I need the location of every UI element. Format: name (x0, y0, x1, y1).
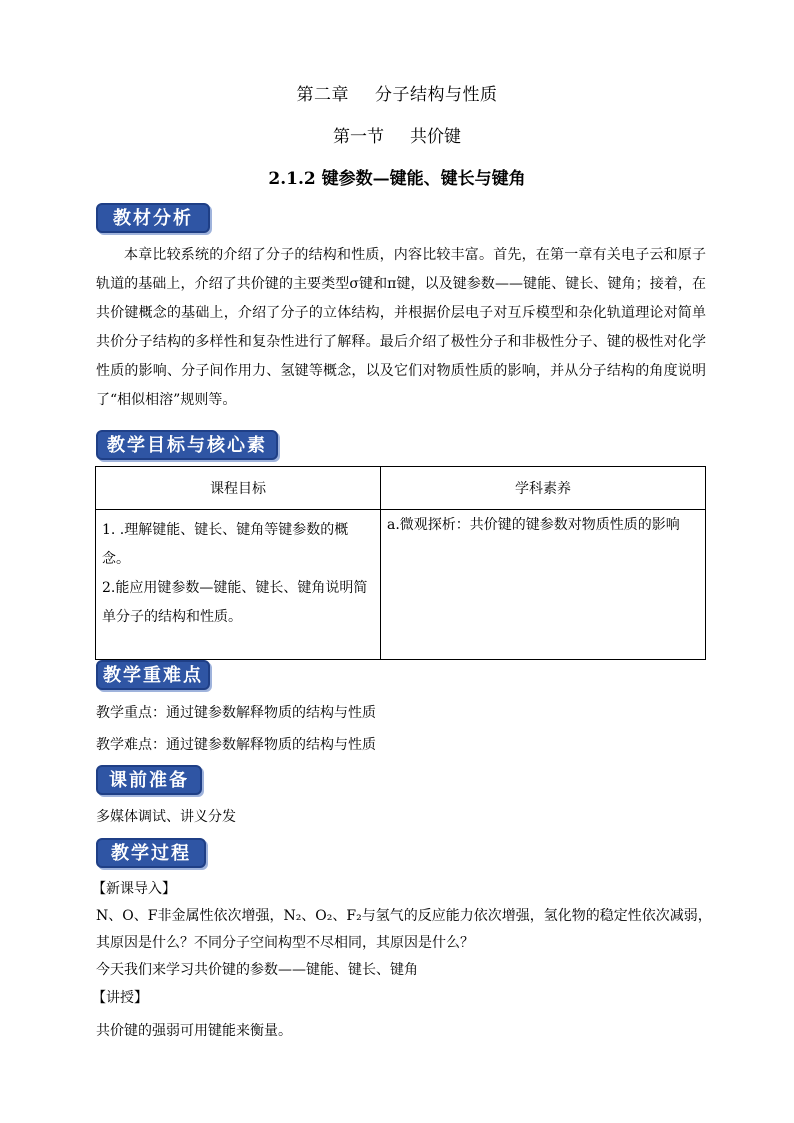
intro-line: 其原因是什么？不同分子空间构型不尽相同，其原因是什么？ (96, 935, 474, 951)
chapter-number: 第二章 (296, 85, 349, 105)
goals-table-row (96, 510, 706, 660)
section-title: 共价键 (410, 127, 461, 147)
intro-line: N、O、F非金属性依次增强，N₂、O₂、F₂与氢气的反应能力依次增强，氢化物的稳定性依次减弱， (96, 908, 712, 924)
section-number: 第一节 (333, 127, 384, 147)
header-literacy: 学科素养 (381, 467, 706, 510)
literacy-item: a.微观探析：共价键的键参数对物质性质的影响 (387, 517, 680, 533)
goals-table (95, 466, 706, 660)
intro-label: 【新课导入】 (92, 881, 176, 897)
section-heading (0, 122, 794, 147)
teaching-focus: 教学重点：通过键参数解释物质的结构与性质 (96, 705, 376, 721)
chapter-heading (0, 80, 794, 105)
teaching-difficulty: 教学难点：通过键参数解释物质的结构与性质 (96, 737, 376, 753)
literacy-cell (381, 510, 706, 660)
lesson-title: 2.1.2 键参数—键能、键长与键角 (268, 169, 526, 189)
chapter-title: 分子结构与性质 (375, 85, 498, 105)
lecture-label: 【讲授】 (92, 990, 148, 1006)
preparation-text: 多媒体调试、讲义分发 (96, 809, 236, 825)
analysis-paragraph: 本章比较系统的介绍了分子的结构和性质，内容比较丰富。首先，在第一章有关电子云和原子轨道的基础上，介绍了共价键的主要类型σ键和π键，以及键参数——键能、键长、键角；接着，在共价键概念的基础上，介绍了分子的立体结构，并根据价层电子对互斥模型和杂化轨道理论对简单共价分子结构的多样性和复杂性进行了解释。最后介绍了极性分子和非极性分子、键的极性对化学性质的影响、分子间作用力、氢键等概念，以及它们对物质性质的影响，并从分子结构的角度说明了“相似相溶”规则等。 (96, 247, 706, 408)
badge-goals: 教学目标与核心素养 (96, 430, 278, 460)
badge-analysis: 教材分析 (96, 203, 210, 233)
header-course-goals: 课程目标 (96, 467, 381, 510)
course-goal-item: 2.能应用键参数—键能、键长、键角说明简单分子的结构和性质。 (102, 580, 368, 625)
lecture-line: 共价键的强弱可用键能来衡量。 (96, 1023, 292, 1039)
badge-process: 教学过程 (96, 838, 206, 868)
course-goal-item: 1. .理解键能、键长、键角等键参数的概念。 (102, 522, 349, 567)
badge-key-points: 教学重难点 (96, 660, 210, 690)
goals-table-header-row (96, 467, 706, 510)
intro-line: 今天我们来学习共价键的参数——键能、键长、键角 (96, 962, 418, 978)
badge-preparation: 课前准备 (96, 765, 202, 795)
course-goals-cell (96, 510, 381, 660)
